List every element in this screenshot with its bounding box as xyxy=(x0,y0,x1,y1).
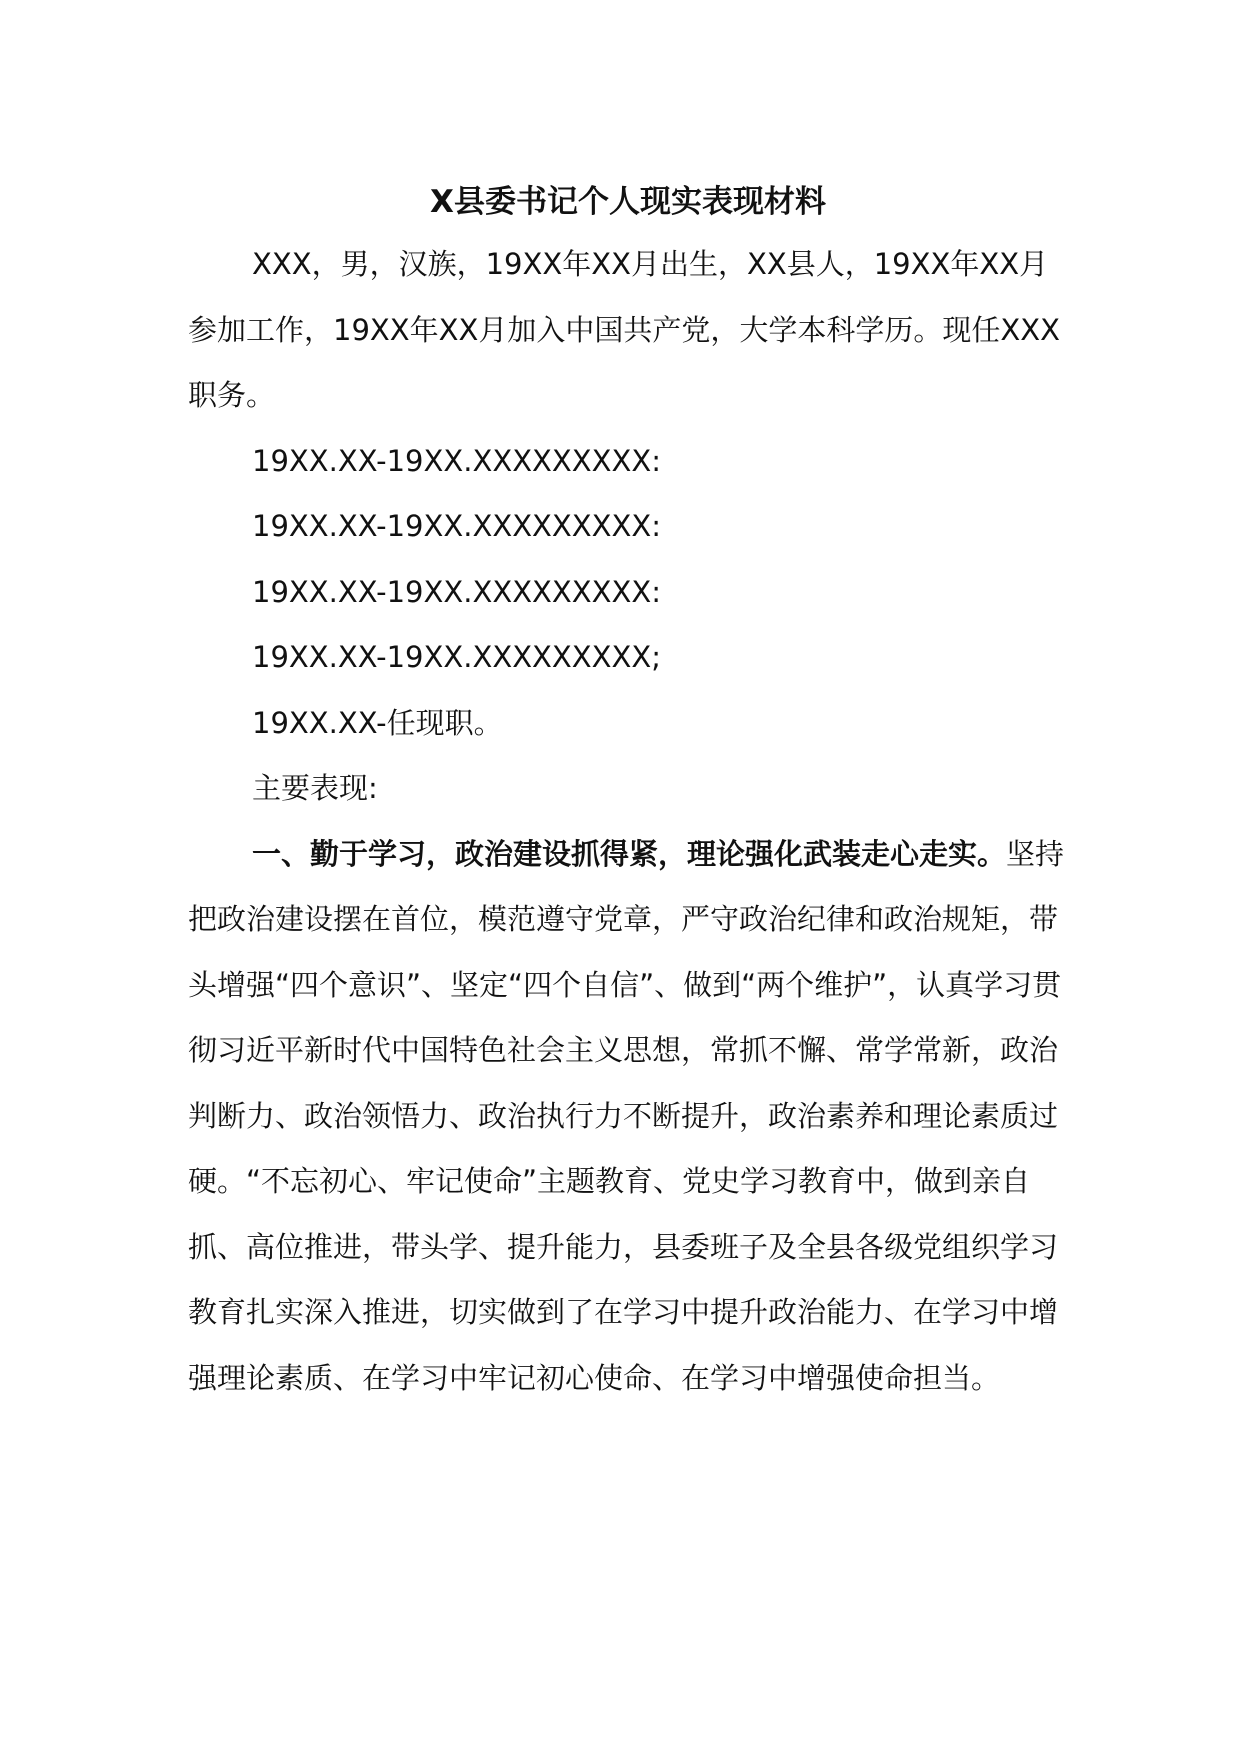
resume-line: 19XX.XX-19XX.XXXXXXXXX: xyxy=(252,509,662,543)
resume-line: 19XX.XX-19XX.XXXXXXXXX: xyxy=(252,574,662,609)
section-heading: 主要表现: xyxy=(252,771,378,805)
resume-line: 19XX.XX-19XX.XXXXXXXXX: xyxy=(252,443,662,478)
document-title: X县委书记个人现实表现材料 xyxy=(430,184,826,220)
point-text: 坚持把政治建设摆在首位，模范遵守党章，严守政治纪律和政治规矩，带头增强“四个意识”、坚定“四个自信”、做到“两个维护”，认真学习贯彻习近平新时代中国特色社会主义思想，常抓不懈、常学常新，政治判断力、政治领悟力、政治执行力不断提升，政治素养和理论素质过硬。“不忘初心、牢记使命”主题教育、党史学习教育中，做到亲自抓、高位推进，带头学、提升能力，县委班子及全县各级党组织学习教育扎实深入推进，切实做到了在学习中提升政治能力、在学习中增强理论素质、在学习中牢记初心使命、在学习中增强使命担当。 xyxy=(188,836,1065,1395)
bio-paragraph: XXX，男，汉族，19XX年XX月出生，XX县人，19XX年XX月参加工作，19XX年XX月加入中国共产党，大学本科学历。现任XXX职务。 xyxy=(188,247,1060,412)
document-content xyxy=(188,172,1068,1411)
resume-list xyxy=(188,429,1068,757)
point-lead: 一、勤于学习，政治建设抓得紧，理论强化武装走心走实。 xyxy=(252,836,1007,871)
point-paragraph xyxy=(188,822,1068,1412)
resume-line: 19XX.XX-任现职。 xyxy=(252,705,503,740)
resume-line: 19XX.XX-19XX.XXXXXXXXX; xyxy=(252,640,662,674)
